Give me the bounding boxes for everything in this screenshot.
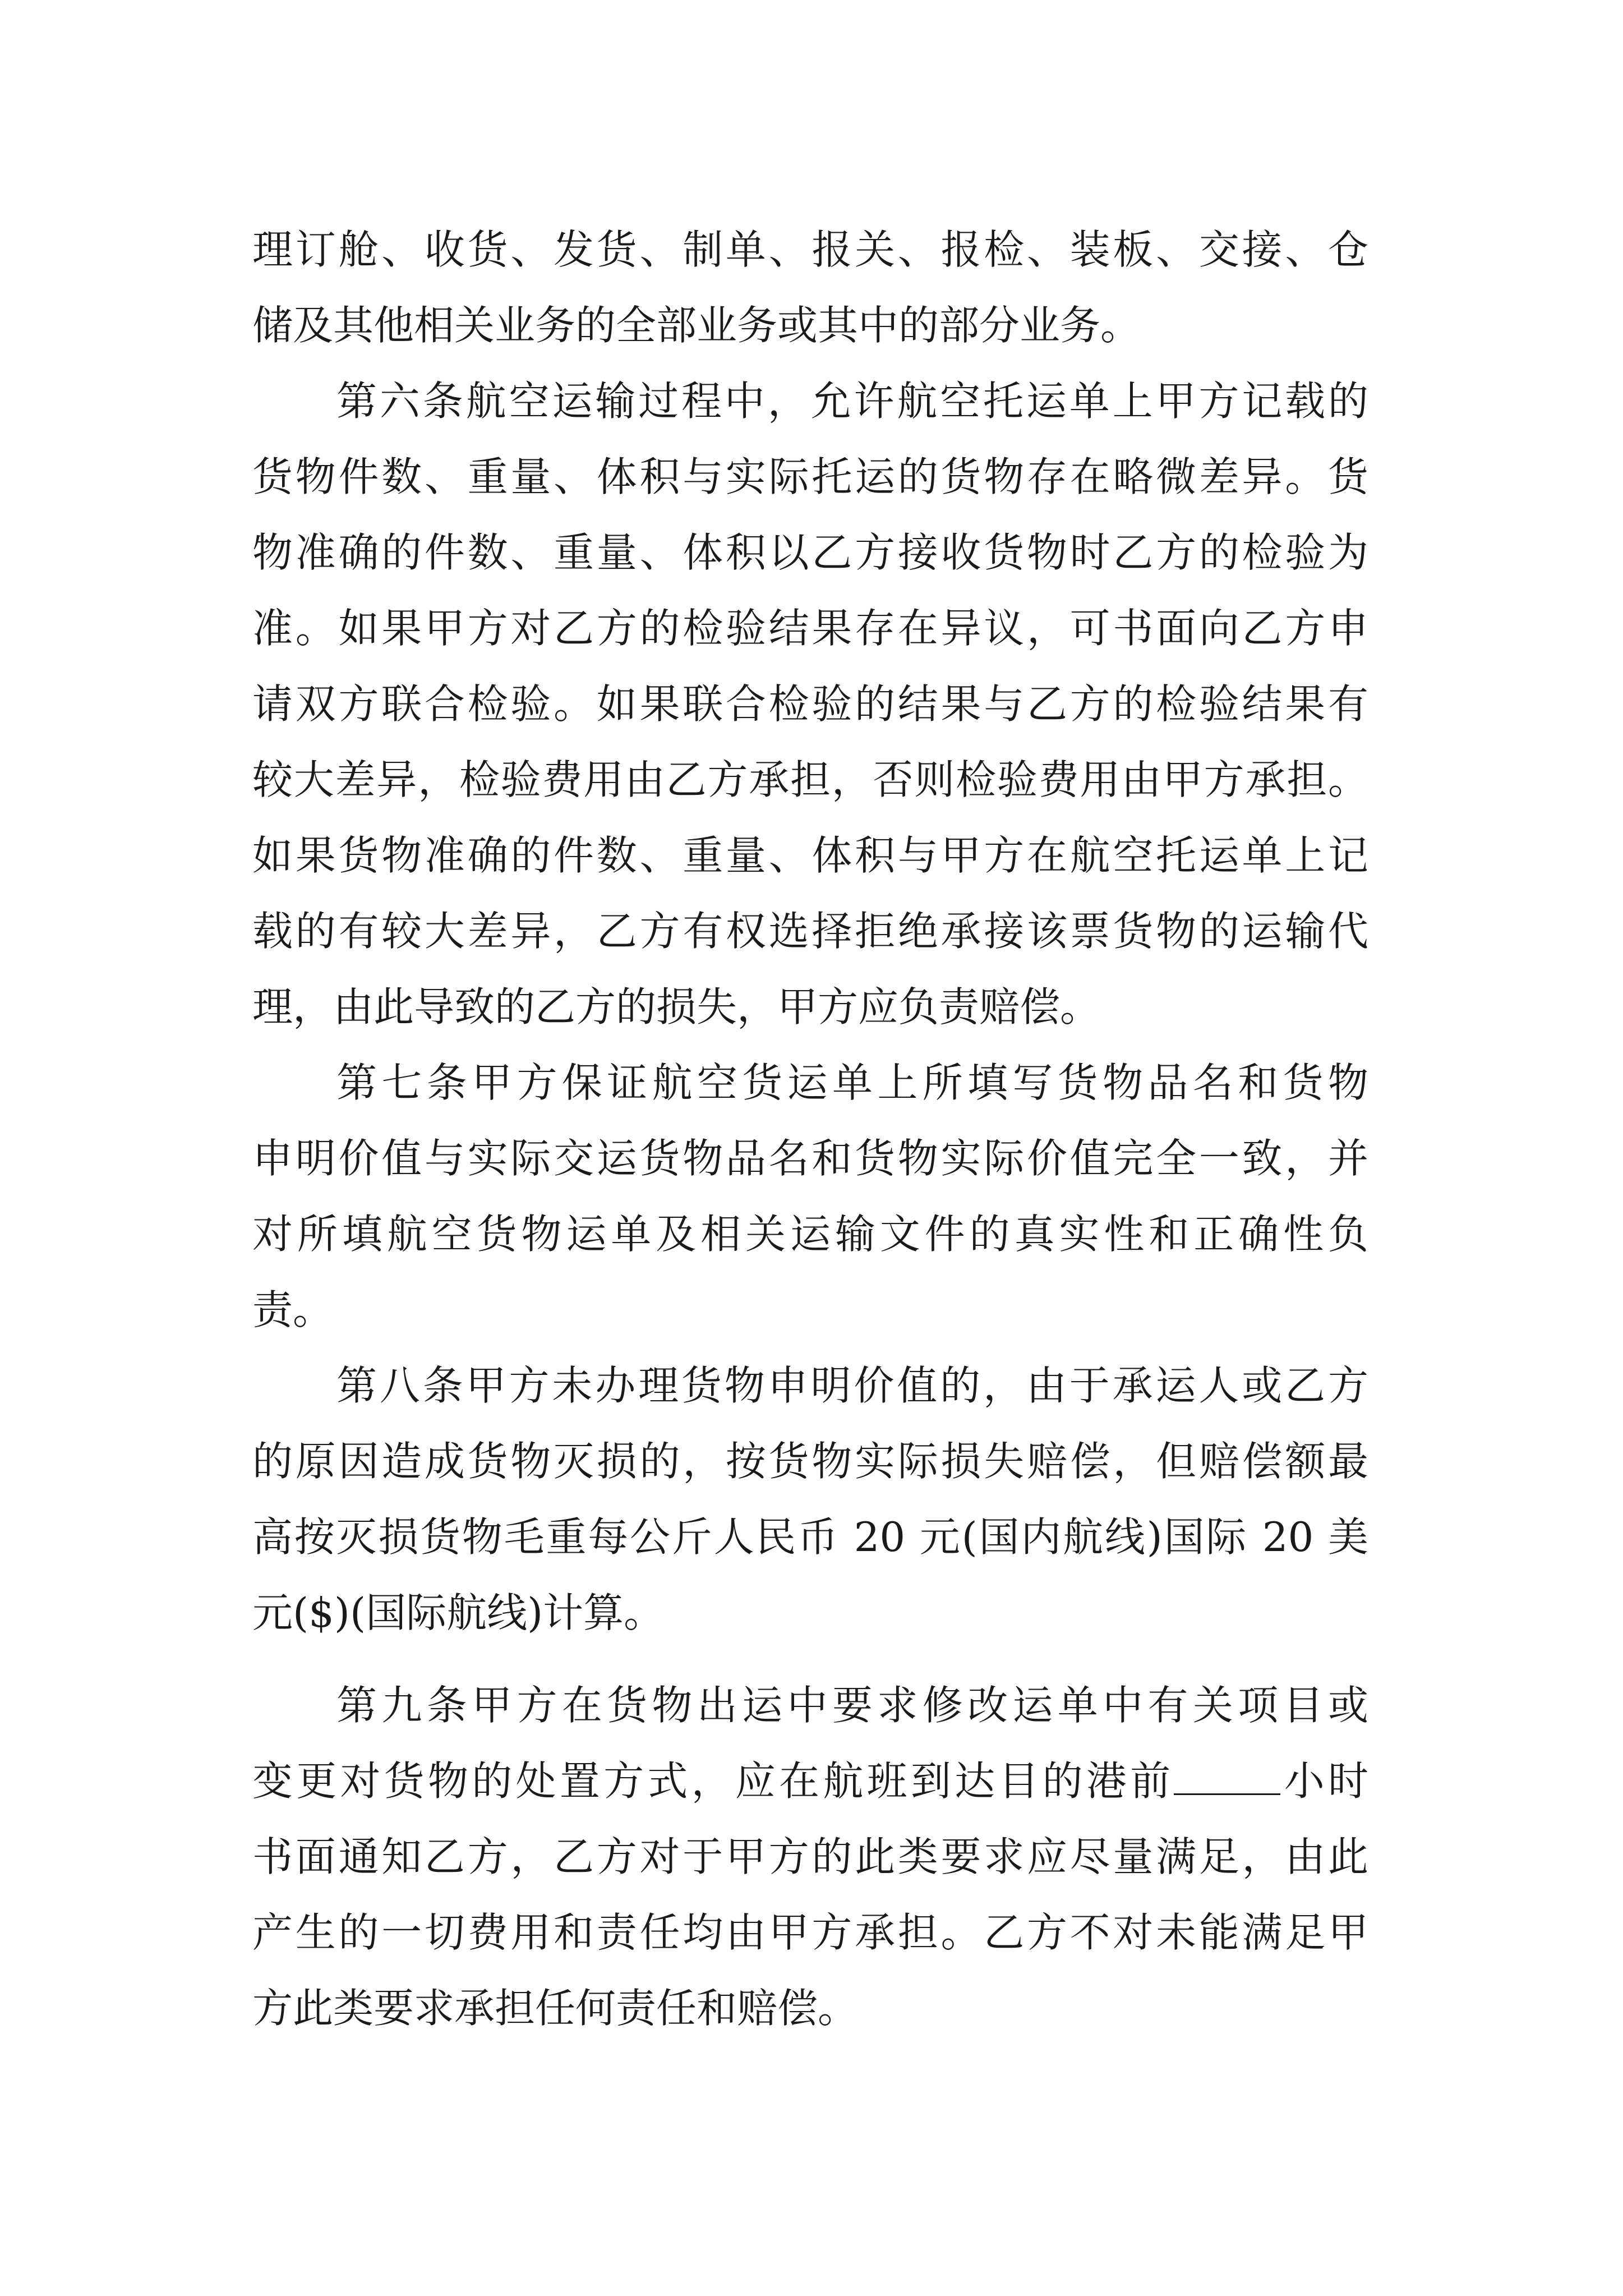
text-line: 书面通知乙方，乙方对于甲方的此类要求应尽量满足，由此 <box>252 1833 1368 1880</box>
fill-in-blank <box>1174 1760 1280 1795</box>
text-line: 请双方联合检验。如果联合检验的结果与乙方的检验结果有 <box>252 680 1368 728</box>
text-line: 申明价值与实际交运货物品名和货物实际价值完全一致，并 <box>252 1135 1368 1182</box>
text-line: 储及其他相关业务的全部业务或其中的部分业务。 <box>252 302 1141 349</box>
text-line: 物准确的件数、重量、体积以乙方接收货物时乙方的检验为 <box>252 529 1368 576</box>
text-line: 载的有较大差异，乙方有权选择拒绝承接该票货物的运输代 <box>252 908 1368 955</box>
text-line: 产生的一切费用和责任均由甲方承担。乙方不对未能满足甲 <box>252 1909 1368 1956</box>
text-line: 责。 <box>252 1286 334 1333</box>
text-line: 对所填航空货物运单及相关运输文件的真实性和正确性负 <box>252 1211 1368 1258</box>
text-line: 方此类要求承担任何责任和赔偿。 <box>252 1985 859 2032</box>
article-7-line: 第七条甲方保证航空货运单上所填写货物品名和货物 <box>336 1059 1368 1106</box>
text-segment: 变更对货物的处置方式，应在航班到达目的港前 <box>252 1757 1174 1805</box>
text-line: 准。如果甲方对乙方的检验结果存在异议，可书面向乙方申 <box>252 605 1368 652</box>
text-line: 元($)(国际航线)计算。 <box>252 1589 665 1636</box>
text-line: 的原因造成货物灭损的，按货物实际损失赔偿，但赔偿额最 <box>252 1438 1368 1485</box>
article-8-line: 第八条甲方未办理货物申明价值的，由于承运人或乙方 <box>336 1362 1368 1409</box>
text-line: 高按灭损货物毛重每公斤人民币 20 元(国内航线)国际 20 美 <box>252 1513 1368 1561</box>
text-line-with-blank <box>252 1739 1368 1823</box>
article-6-line: 第六条航空运输过程中，允许航空托运单上甲方记载的 <box>336 378 1368 425</box>
text-line: 理订舱、收货、发货、制单、报关、报检、装板、交接、仓 <box>252 226 1368 273</box>
article-9-line: 第九条甲方在货物出运中要求修改运单中有关项目或 <box>336 1682 1368 1729</box>
text-segment: 小时 <box>1280 1757 1368 1805</box>
text-line: 理，由此导致的乙方的损失，甲方应负责赔偿。 <box>252 983 1101 1030</box>
text-line: 货物件数、重量、体积与实际托运的货物存在略微差异。货 <box>252 453 1368 500</box>
text-line: 如果货物准确的件数、重量、体积与甲方在航空托运单上记 <box>252 832 1368 879</box>
text-line: 较大差异，检验费用由乙方承担，否则检验费用由甲方承担。 <box>252 756 1368 803</box>
